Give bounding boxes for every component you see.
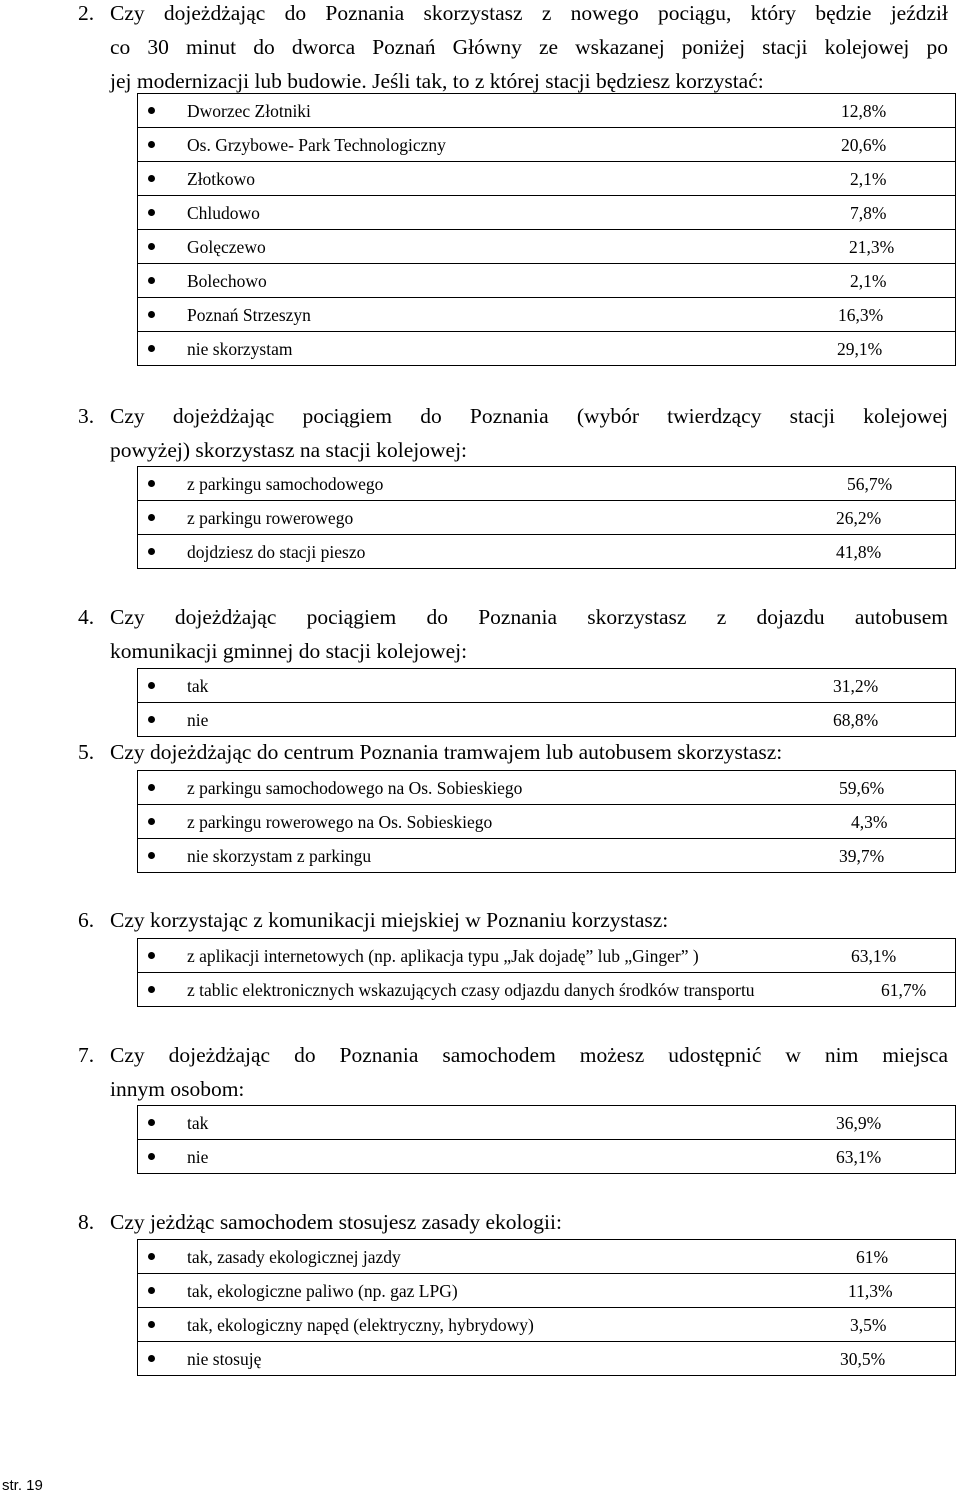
answer-percent: 2,1% [850,169,887,189]
bullet-icon [148,243,155,250]
answer-percent: 68,8% [833,710,879,730]
question-6 [78,903,948,937]
bullet-icon [148,514,155,521]
answer-row [138,1140,956,1174]
question-number: 4. [78,605,95,629]
answer-row [138,230,956,264]
answer-row [138,939,956,973]
answer-percent: 7,8% [850,203,887,223]
answer-label: Bolechowo [187,271,267,291]
answer-label: nie [187,1147,209,1167]
answer-row [138,703,956,737]
answer-percent: 39,7% [839,846,885,866]
question-7 [78,1038,948,1106]
question-text-line: co 30 minut do dworca Poznań Główny ze wskazanej poniżej stacji kolejowej po [110,35,948,59]
answer-label: nie skorzystam z parkingu [187,846,372,866]
answer-row [138,669,956,703]
answer-row [138,535,956,569]
answer-row [138,196,956,230]
bullet-icon [148,852,155,859]
answer-row [138,771,956,805]
question-text-line: innym osobom: [110,1077,245,1101]
question-text-line: komunikacji gminnej do stacji kolejowej: [110,639,468,663]
bullet-icon [148,548,155,555]
bullet-icon [148,1287,155,1294]
answer-percent: 41,8% [836,542,882,562]
bullet-icon [148,1119,155,1126]
bullet-icon [148,1355,155,1362]
bullet-icon [148,480,155,487]
answer-row [138,332,956,366]
answer-row [138,973,956,1007]
answer-label: tak, ekologiczny napęd (elektryczny, hybrydowy) [187,1315,534,1335]
answer-percent: 20,6% [841,135,887,155]
answers-table-q7 [137,1105,956,1174]
bullet-icon [148,311,155,318]
answers-table-q8 [137,1239,956,1376]
answer-row [138,1342,956,1376]
bullet-icon [148,952,155,959]
answers-table-q2 [137,93,956,366]
question-text-line: Czy jeżdżąc samochodem stosujesz zasady ekologii: [110,1210,562,1234]
bullet-icon [148,818,155,825]
question-2 [78,0,948,98]
bullet-icon [148,1321,155,1328]
answer-row [138,128,956,162]
answer-label: Golęczewo [187,237,266,257]
answer-row [138,264,956,298]
answer-label: z tablic elektronicznych wskazujących czasy odjazdu danych środków transportu [187,980,755,1000]
question-3 [78,399,948,467]
question-number: 6. [78,908,95,932]
answer-percent: 11,3% [848,1281,893,1301]
answer-row [138,1240,956,1274]
question-number: 3. [78,404,95,428]
bullet-icon [148,141,155,148]
answers-table-q4 [137,668,956,737]
answer-label: z parkingu samochodowego na Os. Sobieskiego [187,778,523,798]
question-text-line: Czy dojeżdżając pociągiem do Poznania (wybór twierdzący stacji kolejowej [110,404,948,428]
answer-label: z parkingu rowerowego [187,508,354,528]
answer-percent: 30,5% [840,1349,886,1369]
answer-label: tak [187,1113,209,1133]
answer-row [138,1308,956,1342]
answer-label: nie skorzystam [187,339,293,359]
answer-percent: 21,3% [849,237,895,257]
question-text-line: Czy dojeżdżając do Poznania skorzystasz z nowego pociągu, który będzie jeździł [110,1,948,25]
answer-percent: 56,7% [847,474,893,494]
bullet-icon [148,1253,155,1260]
answer-row [138,162,956,196]
bullet-icon [148,716,155,723]
bullet-icon [148,107,155,114]
answer-percent: 63,1% [851,946,897,966]
answer-label: tak [187,676,209,696]
question-number: 7. [78,1043,95,1067]
question-text-line: Czy dojeżdżając pociągiem do Poznania skorzystasz z dojazdu autobusem [110,605,948,629]
answer-row [138,298,956,332]
answer-percent: 36,9% [836,1113,882,1133]
answer-label: tak, zasady ekologicznej jazdy [187,1247,401,1267]
bullet-icon [148,345,155,352]
page-number: str. 19 [2,1477,43,1494]
bullet-icon [148,682,155,689]
answer-row [138,94,956,128]
answer-label: z aplikacji internetowych (np. aplikacja typu „Jak dojadę” lub „Ginger” ) [187,946,699,966]
question-5 [78,735,948,769]
answer-percent: 12,8% [841,101,887,121]
answer-percent: 61% [856,1247,889,1267]
answer-row [138,805,956,839]
answer-percent: 26,2% [836,508,882,528]
bullet-icon [148,784,155,791]
answer-label: Chludowo [187,203,260,223]
answer-row [138,1106,956,1140]
question-4 [78,600,948,668]
answer-label: z parkingu samochodowego [187,474,384,494]
answer-row [138,1274,956,1308]
answers-table-q6 [137,938,956,1007]
answer-label: Poznań Strzeszyn [187,305,311,325]
answer-percent: 4,3% [851,812,888,832]
answer-label: nie stosuję [187,1349,262,1369]
question-number: 8. [78,1210,95,1234]
question-text-line: Czy korzystając z komunikacji miejskiej w Poznaniu korzystasz: [110,908,669,932]
question-number: 5. [78,740,95,764]
question-text-line: Czy dojeżdżając do centrum Poznania tramwajem lub autobusem skorzystasz: [110,740,783,764]
answer-percent: 61,7% [881,980,927,1000]
question-text-line: powyżej) skorzystasz na stacji kolejowej: [110,438,468,462]
question-text-line: jej modernizacji lub budowie. Jeśli tak, to z której stacji będziesz korzystać: [110,69,764,93]
answer-label: Złotkowo [187,169,256,189]
answer-label: nie [187,710,209,730]
bullet-icon [148,277,155,284]
answer-label: z parkingu rowerowego na Os. Sobieskiego [187,812,493,832]
answer-percent: 29,1% [837,339,883,359]
question-number: 2. [78,1,95,25]
bullet-icon [148,1153,155,1160]
answers-table-q3 [137,466,956,569]
bullet-icon [148,175,155,182]
answer-row [138,501,956,535]
question-8 [78,1205,948,1239]
bullet-icon [148,986,155,993]
answer-row [138,839,956,873]
answer-label: tak, ekologiczne paliwo (np. gaz LPG) [187,1281,458,1301]
answer-percent: 3,5% [850,1315,887,1335]
answer-percent: 2,1% [850,271,887,291]
question-text-line: Czy dojeżdżając do Poznania samochodem możesz udostępnić w nim miejsca [110,1043,948,1067]
answers-table-q5 [137,770,956,873]
answer-label: Dworzec Złotniki [187,101,311,121]
answer-row [138,467,956,501]
answer-percent: 16,3% [838,305,884,325]
answer-percent: 63,1% [836,1147,882,1167]
answer-percent: 59,6% [839,778,885,798]
answer-label: dojdziesz do stacji pieszo [187,542,366,562]
answer-label: Os. Grzybowe- Park Technologiczny [187,135,446,155]
answer-percent: 31,2% [833,676,879,696]
bullet-icon [148,209,155,216]
